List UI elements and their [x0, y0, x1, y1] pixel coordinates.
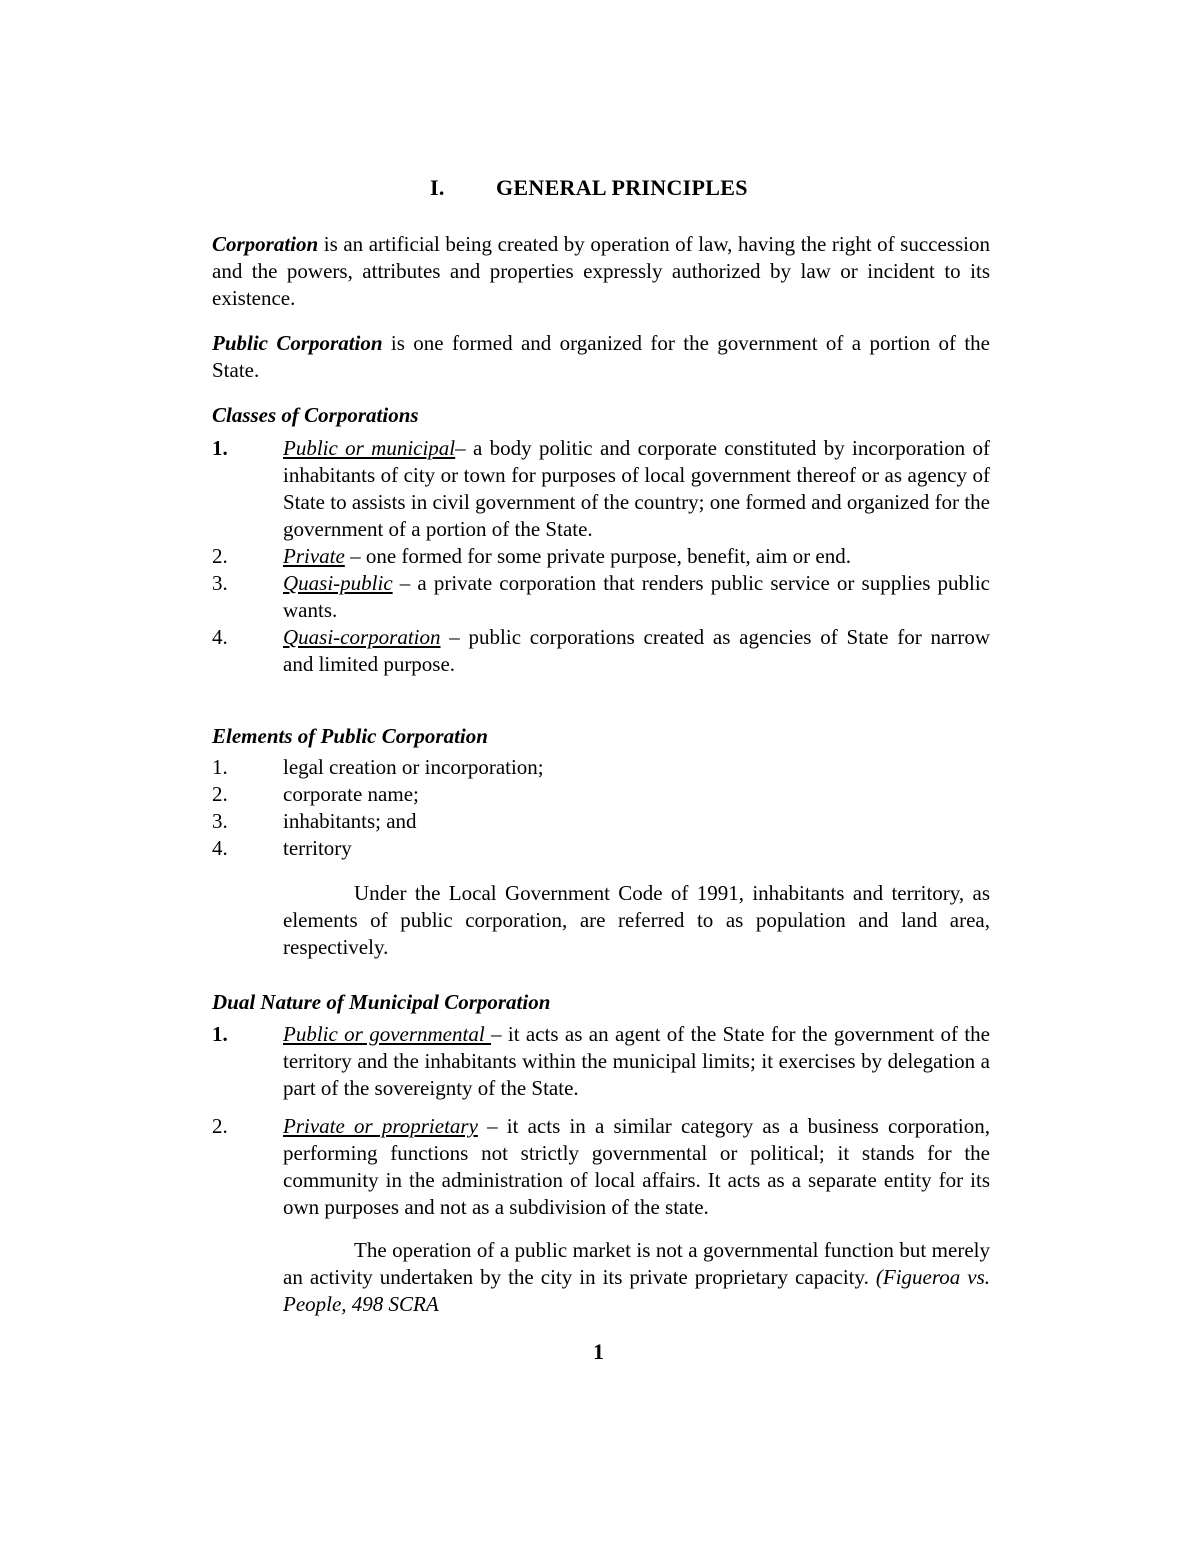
list-text: inhabitants; and [283, 809, 417, 833]
public-corporation-definition-text: is one formed and organized for the government of a portion of the State. [212, 331, 990, 382]
case-citation: (Figueroa vs. People, 498 SCRA [283, 1265, 990, 1316]
list-number: 4. [212, 836, 228, 860]
list-term: Private or proprietary [283, 1114, 478, 1138]
elements-note-text: Under the Local Government Code of 1991, inhabitants and territory, as elements of public corporation, are referred to as population and land area, respectively. [283, 881, 990, 959]
list-text: corporate name; [283, 782, 419, 806]
list-item [212, 781, 990, 808]
list-number: 4. [212, 625, 228, 649]
list-term: Public or municipal [283, 436, 456, 460]
elements-list [212, 754, 990, 862]
list-number: 2. [212, 782, 228, 806]
list-term: Public or governmental [283, 1022, 492, 1046]
dual-nature-note [212, 1237, 990, 1318]
list-number: 1. [212, 755, 228, 779]
list-number: 2. [212, 544, 228, 568]
list-item [212, 624, 990, 678]
corporation-term: Corporation [212, 232, 319, 256]
section-number: I. [430, 175, 445, 200]
dual-nature-note-text: The operation of a public market is not a governmental function but merely an activity undertaken by the city in its private proprietary capacity. [283, 1238, 990, 1289]
list-item [212, 570, 990, 624]
list-text: – one formed for some private purpose, benefit, aim or end. [344, 544, 851, 568]
list-number: 3. [212, 809, 228, 833]
list-number: 1. [212, 436, 228, 460]
list-item [212, 808, 990, 835]
classes-list [212, 435, 990, 678]
list-number: 3. [212, 571, 228, 595]
corporation-definition-text: is an artificial being created by operation of law, having the right of succession and the powers, attributes and properties expressly authorized by law or incident to its existence. [212, 232, 990, 310]
list-text: – a private corporation that renders public service or supplies public wants. [283, 571, 990, 622]
list-text: territory [283, 836, 352, 860]
list-term: Quasi-public [283, 571, 393, 595]
list-item [212, 1113, 990, 1221]
page-number: 1 [593, 1339, 604, 1364]
public-corporation-definition [212, 330, 990, 384]
list-item [212, 835, 990, 862]
list-item [212, 435, 990, 543]
list-item [212, 543, 990, 570]
list-text: – public corporations created as agencies of State for narrow and limited purpose. [283, 625, 990, 676]
dual-nature-heading: Dual Nature of Municipal Corporation [212, 990, 551, 1014]
list-item [212, 754, 990, 781]
dual-nature-list [212, 1021, 990, 1221]
list-term: Private [283, 544, 345, 568]
list-text: – it acts in a similar category as a business corporation, performing functions not strictly governmental or political; it stands for the community in the administration of local affairs. It acts as a separate entity for its own purposes and not as a subdivision of the state. [283, 1114, 991, 1219]
list-number: 2. [212, 1114, 228, 1138]
list-text: – a body politic and corporate constituted by incorporation of inhabitants of city or town for purposes of local government thereof or as agency of State to assists in civil government of the country; one formed and organized for the government of a portion of the State. [283, 436, 990, 541]
elements-note [212, 880, 990, 961]
public-corporation-term: Public Corporation [212, 331, 383, 355]
list-item [212, 1021, 990, 1102]
corporation-definition [212, 231, 990, 312]
classes-heading: Classes of Corporations [212, 403, 419, 427]
elements-heading: Elements of Public Corporation [212, 724, 488, 748]
section-title-text: GENERAL PRINCIPLES [496, 175, 748, 200]
list-number: 1. [212, 1022, 228, 1046]
list-text: – it acts as an agent of the State for the government of the territory and the inhabitants within the municipal limits; it exercises by delegation a part of the sovereignty of the State. [283, 1022, 990, 1100]
list-text: legal creation or incorporation; [283, 755, 544, 779]
section-title [430, 174, 748, 201]
list-term: Quasi-corporation [283, 625, 441, 649]
